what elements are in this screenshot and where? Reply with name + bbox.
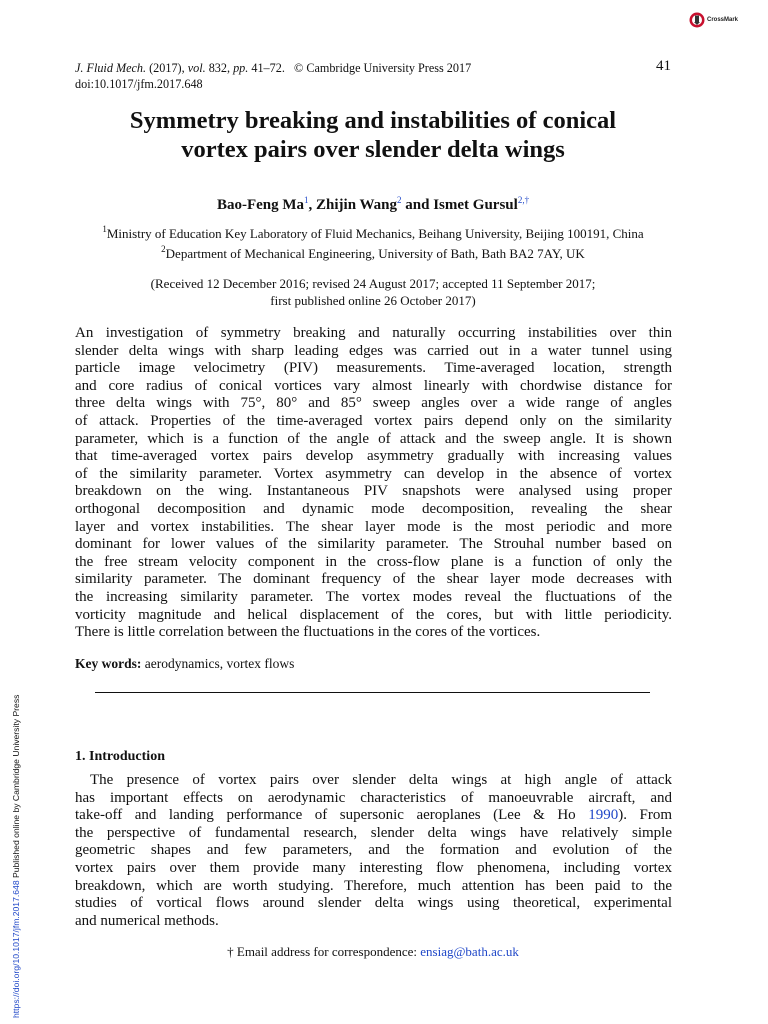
abstract-line: and core radius of conical vortices vary almost linearly with chordwise distance for	[75, 377, 672, 394]
paragraph-line	[75, 807, 672, 825]
abstract-line: orthogonal decomposition and dynamic mode decomposition, revealing the shear	[75, 500, 672, 517]
journal-citation	[75, 60, 471, 76]
abstract-line: particle image velocimetry (PIV) measurements. Time-averaged location, strength	[75, 360, 672, 377]
title-line-1: Symmetry breaking and instabilities of conical	[129, 107, 617, 134]
author-2-affiliation[interactable]: 2	[397, 195, 402, 205]
keywords-label: Key words:	[75, 656, 142, 671]
section-heading-introduction: 1. Introduction	[75, 749, 165, 764]
author-3: Ismet Gursul	[433, 197, 518, 213]
affiliation-2-mark: 2	[161, 244, 166, 254]
crossmark-badge[interactable]	[689, 12, 738, 28]
affiliation-2-text: Department of Mechanical Engineering, University of Bath, Bath BA2 7AY, UK	[165, 246, 585, 261]
author-list	[60, 197, 686, 214]
section-divider	[95, 692, 650, 693]
paragraph-line-text: take-off and landing performance of supersonic aeroplanes (Lee & Ho	[75, 807, 589, 824]
page-range: 41–72.	[248, 61, 285, 75]
abstract-line: slender delta wings with sharp leading edges was carried out in a water tunnel using	[75, 342, 672, 359]
abstract-line: the increasing similarity parameter. The vortex modes reveal the fluctuations of the	[75, 588, 672, 605]
paper-title	[60, 106, 686, 164]
author-separator: ,	[308, 197, 317, 213]
paragraph-line: vortex pairs over them provide many interesting flow phenomena, including vortex	[75, 859, 672, 876]
author-2: Zhijin Wang	[316, 197, 398, 213]
introduction-body	[75, 772, 672, 930]
copyright-notice: © Cambridge University Press 2017	[294, 61, 472, 75]
abstract-line: of the similarity parameter. Vortex asymmetry can develop in the absence of vortex	[75, 465, 672, 482]
pages-label: pp.	[233, 61, 249, 75]
paragraph-line: breakdown, which are worth studying. Therefore, much attention has been paid to the	[75, 877, 672, 894]
correspondence-email-link[interactable]: ensiag@bath.ac.uk	[420, 944, 519, 959]
journal-name: J. Fluid Mech.	[75, 61, 147, 75]
abstract-line: layer and vortex instabilities. The shear layer mode is the most periodic and more	[75, 518, 672, 535]
paragraph-line: studies of vortical flows around slender delta wings using theoretical, experimental	[75, 895, 672, 912]
abstract-line: There is little correlation between the fluctuations in the cores of the vortices.	[75, 624, 541, 641]
citation-link[interactable]: 1990	[588, 807, 619, 824]
affiliation-1	[40, 226, 706, 242]
footnote-mark: †	[227, 944, 237, 959]
crossmark-icon	[689, 12, 705, 28]
abstract-line: An investigation of symmetry breaking and naturally occurring instabilities over thin	[75, 325, 672, 341]
paragraph-line: and numerical methods.	[75, 912, 219, 929]
abstract-line: three delta wings with 75°, 80° and 85° sweep angles over a wide range of angles	[75, 395, 672, 412]
keywords-value: aerodynamics, vortex flows	[141, 656, 295, 671]
abstract-line: similarity parameter. The dominant frequency of the shear layer mode decreases with	[75, 571, 672, 588]
footnote-label: Email address for correspondence:	[236, 944, 421, 959]
affiliation-2	[40, 246, 706, 262]
paragraph-line: the perspective of fundamental research, slender delta wings have relatively simple	[75, 824, 672, 841]
paragraph-line: geometric shapes and few parameters, and the formation and evolution of the	[75, 842, 672, 859]
affiliation-1-mark: 1	[102, 224, 107, 234]
abstract-line: of attack. Properties of the time-averaged vortex pairs depend only on the similarity	[75, 412, 672, 429]
journal-year: (2017),	[146, 61, 188, 75]
volume-label: vol.	[187, 61, 206, 75]
abstract-line: the free stream velocity component in the cross-flow plane is a function of only the	[75, 553, 672, 570]
keywords	[75, 656, 294, 672]
abstract-line: dominant for lower values of the similarity parameter. The Strouhal number based on	[75, 536, 672, 553]
received-line-1: (Received 12 December 2016; revised 24 August 2017; accepted 11 September 2017;	[150, 276, 596, 291]
sidebar-publisher-text: Published online by Cambridge University Press	[11, 694, 21, 881]
abstract-line: that time-averaged vortex pairs develop asymmetry gradually with increasing values	[75, 448, 672, 465]
crossmark-label: CrossMark	[707, 17, 739, 23]
author-separator: and	[401, 197, 434, 213]
doi-line[interactable]: doi:10.1017/jfm.2017.648	[75, 77, 203, 91]
correspondence-footnote	[60, 944, 686, 960]
sidebar-doi-link[interactable]: https://doi.org/10.1017/jfm.2017.648	[11, 880, 21, 1018]
received-line-2: first published online 26 October 2017)	[270, 293, 476, 308]
publisher-sidebar	[11, 695, 21, 1018]
abstract-line: parameter, which is a function of the angle of attack and the sweep angle. It is shown	[75, 430, 672, 447]
paragraph-line: The presence of vortex pairs over slender delta wings at high angle of attack	[90, 772, 672, 788]
title-line-2: vortex pairs over slender delta wings	[181, 136, 565, 163]
abstract	[75, 325, 672, 642]
page-number: 41	[656, 58, 671, 74]
author-1-affiliation[interactable]: 1	[304, 195, 309, 205]
paragraph-line-text: ). From	[618, 807, 672, 824]
abstract-line: breakdown on the wing. Instantaneous PIV snapshots were analysed using proper	[75, 483, 672, 500]
author-3-affiliation[interactable]: 2,†	[517, 195, 530, 205]
paragraph-line: has important effects on aerodynamic characteristics of manoeuvrable aircraft, and	[75, 789, 672, 806]
affiliation-1-text: Ministry of Education Key Laboratory of Fluid Mechanics, Beihang University, Beijing 100191, China	[106, 226, 644, 241]
abstract-line: vorticity magnitude and helical displacement of the cores, but with little periodicity.	[75, 606, 672, 623]
received-dates	[60, 275, 686, 309]
author-1: Bao-Feng Ma	[216, 197, 305, 213]
volume-number: 832,	[205, 61, 234, 75]
